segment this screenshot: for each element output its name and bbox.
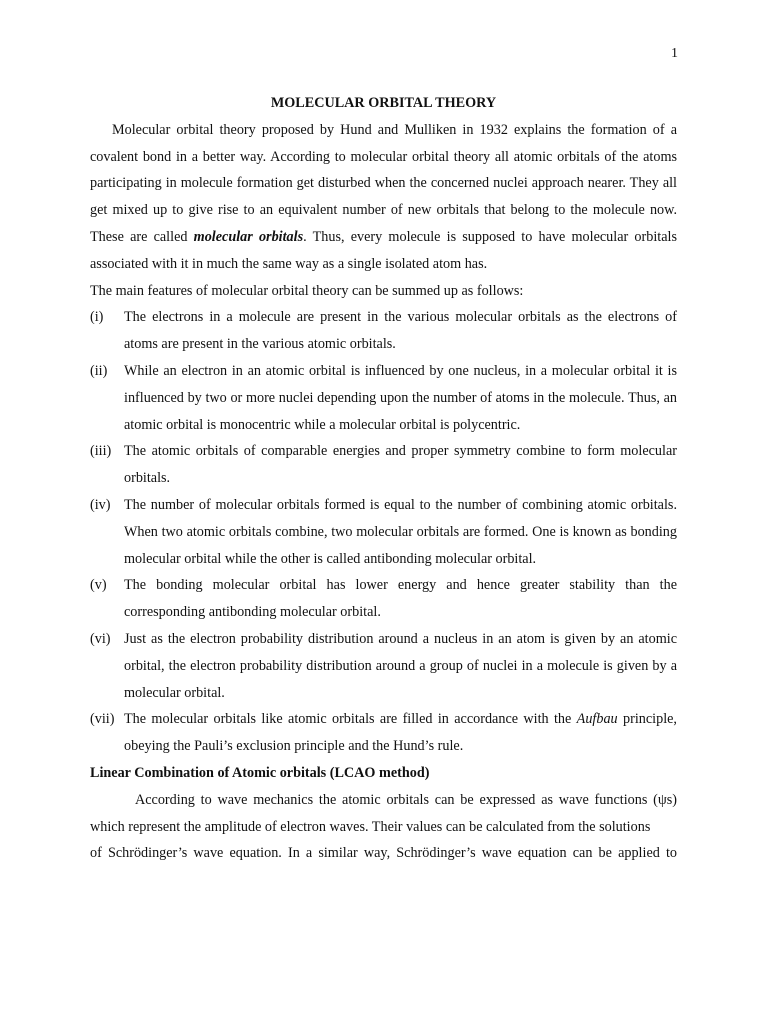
lcao-continuation: of Schrödinger’s wave equation. In a similar way, Schrödinger’s wave equation can be applied to [90, 845, 677, 862]
lcao-heading: Linear Combination of Atomic orbitals (LCAO method) [90, 764, 430, 781]
feature-text: The atomic orbitals of comparable energies and proper symmetry combine to form molecular orbitals. [124, 443, 677, 487]
feature-item-iv [90, 492, 677, 572]
list-marker: (vii) [90, 711, 115, 728]
page-title: MOLECULAR ORBITAL THEORY [270, 95, 497, 111]
list-marker: (ii) [90, 362, 108, 379]
features-lead: The main features of molecular orbital theory can be summed up as follows: [90, 282, 524, 299]
molecular-orbitals-term: molecular orbitals [193, 228, 304, 245]
feature-item-vi [90, 626, 677, 706]
feature-item-iii [90, 438, 677, 492]
feature-item-vii [90, 706, 677, 760]
feature-text: Just as the electron probability distribution around a nucleus in an atom is given by an atomic orbital, the electron probability distribution around a group of nuclei in a molecule is given by a molecular orbital. [124, 630, 677, 701]
feature-text: The number of molecular orbitals formed is equal to the number of combining atomic orbitals. When two atomic orbitals combine, two molecular orbitals are formed. One is known as bonding molecular orbital while the other is called antibonding molecular orbital. [124, 496, 677, 567]
feature-text: The electrons in a molecule are present in the various molecular orbitals as the electrons of atoms are present in the various atomic orbitals. [124, 309, 677, 353]
lcao-paragraph: According to wave mechanics the atomic orbitals can be expressed as wave functions (ψs) which represent the amplitude of electron waves. Their values can be calculated from the solutions [90, 791, 677, 835]
feature-item-i [90, 304, 677, 358]
feature-item-v [90, 572, 677, 626]
intro-text-b: . Thus, every molecule is supposed to have molecular orbitals associated with it in much the same way as a single isolated atom has. [90, 228, 677, 272]
list-marker: (iii) [90, 443, 112, 460]
page-number: 1 [671, 46, 678, 61]
feature-text-a: The molecular orbitals like atomic orbitals are filled in accordance with the [124, 711, 577, 728]
intro-text-a: Molecular orbital theory proposed by Hund and Mulliken in 1932 explains the formation of a covalent bond in a better way. According to molecular orbital theory all atomic orbitals of the atoms participating in molecule formation get disturbed when the concerned nuclei approach nearer. They all get mixed up to give rise to an equivalent number of new orbitals that belong to the molecule now. These are called [90, 121, 677, 245]
feature-text-b: principle, obeying the Pauli’s exclusion principle and the Hund’s rule. [124, 711, 677, 755]
feature-text: While an electron in an atomic orbital is influenced by one nucleus, in a molecular orbital it is influenced by two or more nuclei depending upon the number of atoms in the molecule. Thus, an atomic orbital is monocentric while a molecular orbital is polycentric. [124, 362, 677, 433]
feature-text: The bonding molecular orbital has lower energy and hence greater stability than the corresponding antibonding molecular orbital. [124, 577, 677, 621]
list-marker: (v) [90, 577, 107, 594]
features-list [90, 304, 677, 760]
feature-item-ii [90, 358, 677, 438]
list-marker: (iv) [90, 496, 111, 513]
list-marker: (vi) [90, 630, 111, 647]
list-marker: (i) [90, 309, 104, 326]
intro-paragraph [90, 117, 677, 278]
aufbau-term: Aufbau [576, 711, 618, 728]
document-body [90, 90, 677, 867]
